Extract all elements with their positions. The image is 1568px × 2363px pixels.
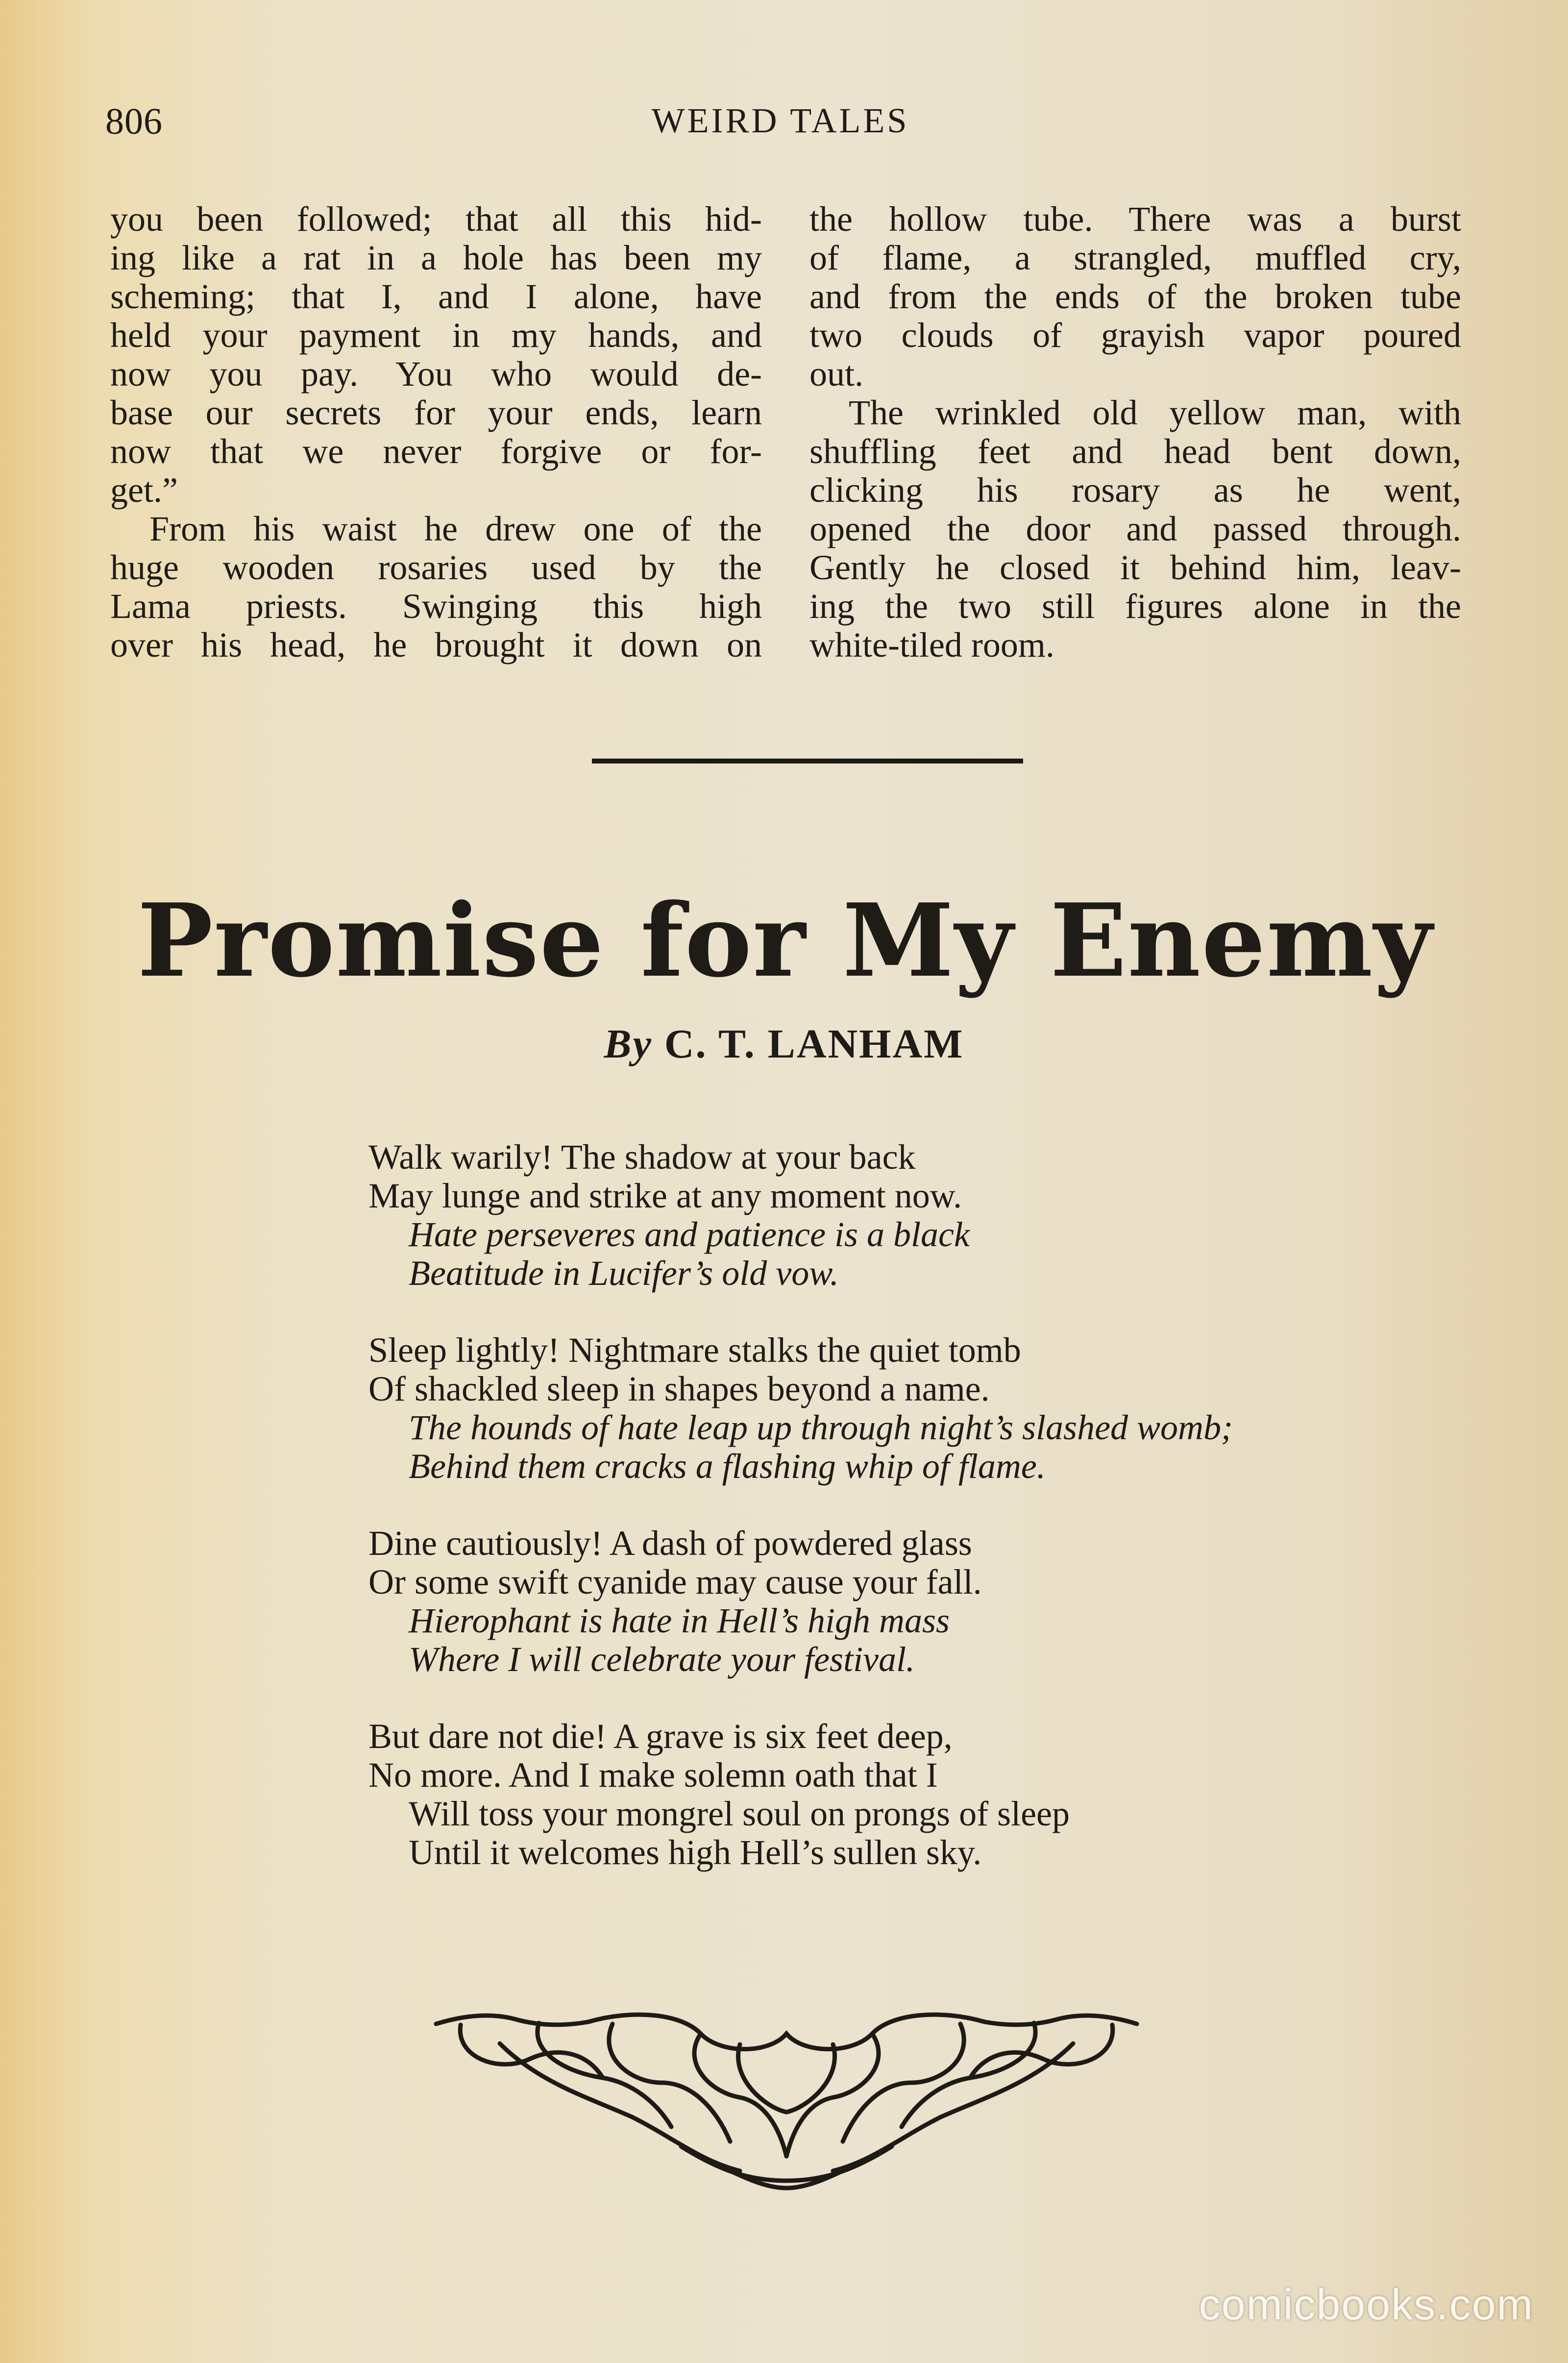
text-line: ing the two still figures alone in the <box>809 587 1461 626</box>
text-line: white-tiled room. <box>809 625 1054 665</box>
text-line: From his waist he drew one of the <box>149 509 762 548</box>
poem-line: Hierophant is hate in Hell’s high mass <box>409 1601 950 1640</box>
poem-line: Behind them cracks a flashing whip of flame. <box>409 1447 1046 1486</box>
byline-author: C. T. LANHAM <box>664 1021 964 1067</box>
poem-line: Sleep lightly! Nightmare stalks the quiet tomb <box>368 1330 1021 1370</box>
text-line: get.” <box>110 470 178 510</box>
text-line: opened the door and passed through. <box>809 509 1461 548</box>
poem-line: But dare not die! A grave is six feet deep, <box>368 1717 953 1756</box>
poem-line: Hate perseveres and patience is a black <box>409 1215 970 1254</box>
page-number: 806 <box>105 101 163 142</box>
text-line: two clouds of grayish vapor poured <box>809 316 1461 355</box>
text-line: the hollow tube. There was a burst <box>809 199 1461 239</box>
poem-line: No more. And I make solemn oath that I <box>368 1755 938 1795</box>
story-title: Promise for My Enemy <box>137 882 1433 1000</box>
text-line: huge wooden rosaries used by the <box>110 548 762 587</box>
poem-line: May lunge and strike at any moment now. <box>368 1176 962 1215</box>
text-line: clicking his rosary as he went, <box>809 470 1461 510</box>
text-line: you been followed; that all this hid- <box>110 199 762 239</box>
poem-line: Of shackled sleep in shapes beyond a name. <box>368 1369 990 1408</box>
text-line: out. <box>809 354 864 394</box>
text-line: base our secrets for your ends, learn <box>110 393 762 432</box>
text-line: The wrinkled old yellow man, with <box>849 393 1461 432</box>
left-text-column <box>110 200 762 665</box>
text-line: Lama priests. Swinging this high <box>110 587 762 626</box>
poem-line: The hounds of hate leap up through night’s slashed womb; <box>409 1408 1233 1447</box>
watermark-text: comicbooks.com <box>1199 2280 1534 2329</box>
right-text-column <box>809 200 1461 665</box>
poem-line: Or some swift cyanide may cause your fall. <box>368 1562 982 1601</box>
text-line: held your payment in my hands, and <box>110 316 762 355</box>
text-line: Gently he closed it behind him, leav- <box>809 548 1461 587</box>
poem <box>368 1138 1233 1910</box>
decorative-ornament-icon <box>426 1999 1147 2195</box>
poem-line: Walk warily! The shadow at your back <box>368 1137 916 1177</box>
poem-stanza <box>368 1331 1233 1486</box>
text-line: shuffling feet and head bent down, <box>809 432 1461 471</box>
running-head <box>105 100 1455 145</box>
poem-stanza <box>368 1138 1233 1293</box>
text-line: over his head, he brought it down on <box>110 625 762 665</box>
byline <box>0 1020 1568 1068</box>
poem-line: Until it welcomes high Hell’s sullen sky. <box>409 1833 982 1872</box>
poem-line: Will toss your mongrel soul on prongs of sleep <box>409 1794 1070 1833</box>
poem-line: Beatitude in Lucifer’s old vow. <box>409 1254 839 1293</box>
poem-stanza <box>368 1717 1233 1872</box>
section-divider-rule <box>592 759 1023 763</box>
poem-line: Dine cautiously! A dash of powdered glass <box>368 1524 972 1563</box>
text-line: now you pay. You who would de- <box>110 354 762 394</box>
text-line: ing like a rat in a hole has been my <box>110 238 762 277</box>
byline-by: By <box>604 1021 653 1067</box>
poem-stanza <box>368 1524 1233 1679</box>
text-line: and from the ends of the broken tube <box>809 277 1461 316</box>
text-line: of flame, a strangled, muffled cry, <box>809 238 1461 277</box>
text-line: now that we never forgive or for- <box>110 432 762 471</box>
magazine-title: WEIRD TALES <box>651 101 909 140</box>
text-line: scheming; that I, and I alone, have <box>110 277 762 316</box>
poem-line: Where I will celebrate your festival. <box>409 1640 915 1679</box>
